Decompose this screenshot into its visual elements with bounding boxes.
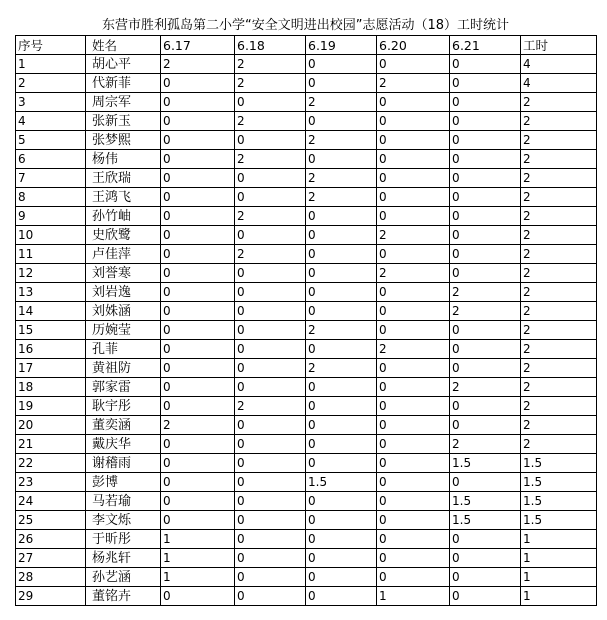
day-6-19-cell: 0	[306, 530, 377, 549]
index-cell: 4	[16, 112, 86, 131]
day-6-19-cell: 0	[306, 435, 377, 454]
header-cell-6-21: 6.21	[450, 36, 521, 55]
day-6-17-cell: 0	[161, 587, 235, 606]
day-6-21-cell: 0	[450, 587, 521, 606]
name-cell: 刘岩逸	[86, 283, 161, 302]
hours-cell: 1.5	[521, 492, 597, 511]
hours-cell: 1.5	[521, 473, 597, 492]
day-6-20-cell: 2	[377, 264, 450, 283]
day-6-18-cell: 0	[235, 226, 306, 245]
hours-cell: 1.5	[521, 511, 597, 530]
table-row	[16, 378, 597, 397]
day-6-17-cell: 0	[161, 245, 235, 264]
day-6-20-cell: 0	[377, 473, 450, 492]
day-6-17-cell: 0	[161, 359, 235, 378]
index-cell: 1	[16, 55, 86, 74]
table-row	[16, 511, 597, 530]
name-cell: 王欣瑞	[86, 169, 161, 188]
day-6-19-cell: 0	[306, 454, 377, 473]
table-row	[16, 473, 597, 492]
day-6-21-cell: 2	[450, 378, 521, 397]
day-6-20-cell: 0	[377, 93, 450, 112]
hours-cell: 2	[521, 264, 597, 283]
day-6-20-cell: 0	[377, 530, 450, 549]
day-6-21-cell: 0	[450, 93, 521, 112]
day-6-21-cell: 0	[450, 207, 521, 226]
day-6-20-cell: 0	[377, 416, 450, 435]
day-6-19-cell: 2	[306, 131, 377, 150]
day-6-20-cell: 2	[377, 74, 450, 93]
day-6-17-cell: 0	[161, 397, 235, 416]
table-row	[16, 93, 597, 112]
day-6-19-cell: 1.5	[306, 473, 377, 492]
day-6-20-cell: 0	[377, 511, 450, 530]
day-6-18-cell: 0	[235, 568, 306, 587]
table-row	[16, 321, 597, 340]
hours-cell: 2	[521, 169, 597, 188]
day-6-18-cell: 0	[235, 416, 306, 435]
index-cell: 10	[16, 226, 86, 245]
day-6-17-cell: 0	[161, 226, 235, 245]
day-6-20-cell: 0	[377, 150, 450, 169]
hours-cell: 2	[521, 340, 597, 359]
index-cell: 17	[16, 359, 86, 378]
hours-cell: 1	[521, 530, 597, 549]
index-cell: 11	[16, 245, 86, 264]
table-row	[16, 302, 597, 321]
name-cell: 耿宇彤	[86, 397, 161, 416]
hours-cell: 2	[521, 378, 597, 397]
hours-cell: 2	[521, 150, 597, 169]
day-6-17-cell: 0	[161, 150, 235, 169]
day-6-18-cell: 0	[235, 283, 306, 302]
table-row	[16, 587, 597, 606]
index-cell: 15	[16, 321, 86, 340]
name-cell: 孔菲	[86, 340, 161, 359]
day-6-17-cell: 0	[161, 131, 235, 150]
day-6-19-cell: 0	[306, 416, 377, 435]
day-6-18-cell: 2	[235, 245, 306, 264]
day-6-21-cell: 2	[450, 302, 521, 321]
index-cell: 12	[16, 264, 86, 283]
hours-cell: 1	[521, 568, 597, 587]
day-6-21-cell: 1.5	[450, 454, 521, 473]
day-6-19-cell: 0	[306, 549, 377, 568]
day-6-20-cell: 0	[377, 188, 450, 207]
day-6-17-cell: 0	[161, 321, 235, 340]
day-6-18-cell: 0	[235, 492, 306, 511]
hours-cell: 2	[521, 321, 597, 340]
header-cell-6-19: 6.19	[306, 36, 377, 55]
day-6-17-cell: 0	[161, 112, 235, 131]
table-body	[16, 36, 597, 606]
index-cell: 24	[16, 492, 86, 511]
table-row	[16, 530, 597, 549]
table-row	[16, 74, 597, 93]
day-6-21-cell: 0	[450, 530, 521, 549]
table-row	[16, 131, 597, 150]
day-6-19-cell: 0	[306, 568, 377, 587]
index-cell: 13	[16, 283, 86, 302]
day-6-21-cell: 0	[450, 340, 521, 359]
table-row	[16, 264, 597, 283]
index-cell: 14	[16, 302, 86, 321]
hours-cell: 4	[521, 74, 597, 93]
day-6-19-cell: 0	[306, 492, 377, 511]
header-cell-6-17: 6.17	[161, 36, 235, 55]
table-row	[16, 568, 597, 587]
header-cell-6-18: 6.18	[235, 36, 306, 55]
name-cell: 代新菲	[86, 74, 161, 93]
index-cell: 25	[16, 511, 86, 530]
table-row	[16, 435, 597, 454]
day-6-20-cell: 0	[377, 359, 450, 378]
day-6-19-cell: 0	[306, 74, 377, 93]
index-cell: 6	[16, 150, 86, 169]
hours-cell: 2	[521, 416, 597, 435]
hours-cell: 2	[521, 93, 597, 112]
name-cell: 于昕彤	[86, 530, 161, 549]
day-6-21-cell: 0	[450, 55, 521, 74]
day-6-18-cell: 0	[235, 454, 306, 473]
header-cell-6-20: 6.20	[377, 36, 450, 55]
name-cell: 杨兆轩	[86, 549, 161, 568]
table-row	[16, 226, 597, 245]
name-cell: 张新玉	[86, 112, 161, 131]
index-cell: 8	[16, 188, 86, 207]
day-6-20-cell: 0	[377, 302, 450, 321]
day-6-18-cell: 0	[235, 359, 306, 378]
day-6-18-cell: 0	[235, 302, 306, 321]
name-cell: 王鸿飞	[86, 188, 161, 207]
hours-cell: 1.5	[521, 454, 597, 473]
day-6-17-cell: 0	[161, 188, 235, 207]
table-row	[16, 340, 597, 359]
day-6-21-cell: 0	[450, 359, 521, 378]
day-6-17-cell: 0	[161, 74, 235, 93]
day-6-20-cell: 0	[377, 435, 450, 454]
day-6-19-cell: 0	[306, 207, 377, 226]
day-6-21-cell: 1.5	[450, 511, 521, 530]
day-6-17-cell: 0	[161, 340, 235, 359]
hours-cell: 2	[521, 302, 597, 321]
table-row	[16, 245, 597, 264]
hours-cell: 2	[521, 112, 597, 131]
index-cell: 23	[16, 473, 86, 492]
day-6-21-cell: 2	[450, 283, 521, 302]
day-6-17-cell: 0	[161, 169, 235, 188]
index-cell: 19	[16, 397, 86, 416]
day-6-19-cell: 0	[306, 245, 377, 264]
header-row	[16, 36, 597, 55]
day-6-19-cell: 2	[306, 188, 377, 207]
day-6-21-cell: 0	[450, 568, 521, 587]
day-6-20-cell: 0	[377, 397, 450, 416]
day-6-18-cell: 0	[235, 264, 306, 283]
day-6-21-cell: 0	[450, 188, 521, 207]
name-cell: 黄祖防	[86, 359, 161, 378]
index-cell: 2	[16, 74, 86, 93]
worksheet	[15, 17, 596, 606]
day-6-18-cell: 0	[235, 473, 306, 492]
name-cell: 卢佳萍	[86, 245, 161, 264]
day-6-20-cell: 0	[377, 283, 450, 302]
name-cell: 李文烁	[86, 511, 161, 530]
day-6-17-cell: 0	[161, 378, 235, 397]
day-6-17-cell: 1	[161, 530, 235, 549]
day-6-19-cell: 0	[306, 55, 377, 74]
day-6-21-cell: 2	[450, 435, 521, 454]
day-6-18-cell: 2	[235, 150, 306, 169]
day-6-20-cell: 0	[377, 321, 450, 340]
name-cell: 董奕涵	[86, 416, 161, 435]
day-6-20-cell: 2	[377, 226, 450, 245]
day-6-19-cell: 0	[306, 511, 377, 530]
header-cell-name: 姓名	[86, 36, 161, 55]
name-cell: 刘姝涵	[86, 302, 161, 321]
day-6-19-cell: 0	[306, 264, 377, 283]
table-row	[16, 112, 597, 131]
table-row	[16, 359, 597, 378]
day-6-20-cell: 0	[377, 568, 450, 587]
day-6-21-cell: 0	[450, 264, 521, 283]
index-cell: 16	[16, 340, 86, 359]
index-cell: 21	[16, 435, 86, 454]
day-6-17-cell: 0	[161, 454, 235, 473]
hours-cell: 1	[521, 549, 597, 568]
day-6-18-cell: 0	[235, 188, 306, 207]
table-row	[16, 55, 597, 74]
day-6-21-cell: 0	[450, 473, 521, 492]
day-6-18-cell: 2	[235, 55, 306, 74]
day-6-20-cell: 0	[377, 492, 450, 511]
day-6-19-cell: 2	[306, 169, 377, 188]
day-6-18-cell: 0	[235, 131, 306, 150]
table-row	[16, 283, 597, 302]
hours-table	[15, 35, 597, 606]
index-cell: 26	[16, 530, 86, 549]
hours-cell: 2	[521, 188, 597, 207]
hours-cell: 2	[521, 245, 597, 264]
day-6-19-cell: 0	[306, 302, 377, 321]
day-6-17-cell: 0	[161, 492, 235, 511]
day-6-21-cell: 0	[450, 131, 521, 150]
day-6-20-cell: 0	[377, 207, 450, 226]
day-6-17-cell: 0	[161, 283, 235, 302]
hours-cell: 4	[521, 55, 597, 74]
day-6-21-cell: 0	[450, 397, 521, 416]
index-cell: 28	[16, 568, 86, 587]
table-row	[16, 150, 597, 169]
day-6-17-cell: 1	[161, 549, 235, 568]
hours-cell: 2	[521, 226, 597, 245]
day-6-20-cell: 0	[377, 245, 450, 264]
day-6-19-cell: 0	[306, 397, 377, 416]
day-6-19-cell: 0	[306, 378, 377, 397]
day-6-21-cell: 0	[450, 416, 521, 435]
name-cell: 杨伟	[86, 150, 161, 169]
day-6-18-cell: 2	[235, 397, 306, 416]
table-row	[16, 416, 597, 435]
day-6-18-cell: 2	[235, 74, 306, 93]
day-6-20-cell: 0	[377, 549, 450, 568]
day-6-20-cell: 0	[377, 131, 450, 150]
day-6-18-cell: 0	[235, 378, 306, 397]
table-row	[16, 397, 597, 416]
day-6-21-cell: 1.5	[450, 492, 521, 511]
day-6-21-cell: 0	[450, 112, 521, 131]
day-6-19-cell: 2	[306, 321, 377, 340]
name-cell: 董铭卉	[86, 587, 161, 606]
hours-cell: 2	[521, 207, 597, 226]
index-cell: 7	[16, 169, 86, 188]
day-6-20-cell: 1	[377, 587, 450, 606]
day-6-21-cell: 0	[450, 549, 521, 568]
day-6-18-cell: 0	[235, 169, 306, 188]
name-cell: 戴庆华	[86, 435, 161, 454]
day-6-18-cell: 0	[235, 549, 306, 568]
day-6-18-cell: 0	[235, 321, 306, 340]
index-cell: 22	[16, 454, 86, 473]
table-row	[16, 169, 597, 188]
day-6-17-cell: 2	[161, 416, 235, 435]
day-6-19-cell: 0	[306, 112, 377, 131]
day-6-21-cell: 0	[450, 226, 521, 245]
day-6-20-cell: 0	[377, 378, 450, 397]
table-row	[16, 549, 597, 568]
index-cell: 5	[16, 131, 86, 150]
name-cell: 史欣鹭	[86, 226, 161, 245]
day-6-20-cell: 2	[377, 340, 450, 359]
day-6-21-cell: 0	[450, 169, 521, 188]
table-row	[16, 454, 597, 473]
day-6-18-cell: 0	[235, 93, 306, 112]
day-6-19-cell: 0	[306, 283, 377, 302]
day-6-19-cell: 0	[306, 226, 377, 245]
sheet-title: 东营市胜利孤岛第二小学“安全文明进出校园”志愿活动（18）工时统计	[101, 18, 509, 33]
day-6-17-cell: 1	[161, 568, 235, 587]
day-6-17-cell: 0	[161, 207, 235, 226]
day-6-19-cell: 2	[306, 359, 377, 378]
hours-cell: 2	[521, 435, 597, 454]
header-cell-index: 序号	[16, 36, 86, 55]
day-6-17-cell: 0	[161, 264, 235, 283]
index-cell: 3	[16, 93, 86, 112]
day-6-18-cell: 0	[235, 340, 306, 359]
day-6-20-cell: 0	[377, 169, 450, 188]
hours-cell: 2	[521, 359, 597, 378]
day-6-17-cell: 0	[161, 511, 235, 530]
day-6-18-cell: 2	[235, 207, 306, 226]
name-cell: 马若瑜	[86, 492, 161, 511]
table-row	[16, 492, 597, 511]
hours-cell: 2	[521, 283, 597, 302]
day-6-18-cell: 2	[235, 112, 306, 131]
name-cell: 历婉莹	[86, 321, 161, 340]
day-6-18-cell: 0	[235, 511, 306, 530]
index-cell: 27	[16, 549, 86, 568]
day-6-21-cell: 0	[450, 245, 521, 264]
hours-cell: 2	[521, 131, 597, 150]
day-6-20-cell: 0	[377, 55, 450, 74]
name-cell: 胡心平	[86, 55, 161, 74]
day-6-21-cell: 0	[450, 74, 521, 93]
day-6-18-cell: 0	[235, 587, 306, 606]
table-row	[16, 188, 597, 207]
day-6-19-cell: 0	[306, 587, 377, 606]
day-6-17-cell: 2	[161, 55, 235, 74]
day-6-20-cell: 0	[377, 112, 450, 131]
day-6-19-cell: 2	[306, 93, 377, 112]
hours-cell: 1	[521, 587, 597, 606]
index-cell: 18	[16, 378, 86, 397]
day-6-17-cell: 0	[161, 435, 235, 454]
index-cell: 9	[16, 207, 86, 226]
name-cell: 郭家雷	[86, 378, 161, 397]
index-cell: 29	[16, 587, 86, 606]
day-6-19-cell: 0	[306, 150, 377, 169]
day-6-17-cell: 0	[161, 93, 235, 112]
day-6-17-cell: 0	[161, 302, 235, 321]
day-6-18-cell: 0	[235, 530, 306, 549]
index-cell: 20	[16, 416, 86, 435]
table-row	[16, 207, 597, 226]
day-6-21-cell: 0	[450, 321, 521, 340]
name-cell: 孙竹岫	[86, 207, 161, 226]
name-cell: 刘誉寒	[86, 264, 161, 283]
day-6-17-cell: 0	[161, 473, 235, 492]
day-6-19-cell: 0	[306, 340, 377, 359]
name-cell: 彭博	[86, 473, 161, 492]
name-cell: 谢稽雨	[86, 454, 161, 473]
header-cell-hours: 工时	[521, 36, 597, 55]
hours-cell: 2	[521, 397, 597, 416]
day-6-18-cell: 0	[235, 435, 306, 454]
name-cell: 周宗军	[86, 93, 161, 112]
name-cell: 张梦熙	[86, 131, 161, 150]
day-6-20-cell: 0	[377, 454, 450, 473]
day-6-21-cell: 0	[450, 150, 521, 169]
name-cell: 孙艺涵	[86, 568, 161, 587]
